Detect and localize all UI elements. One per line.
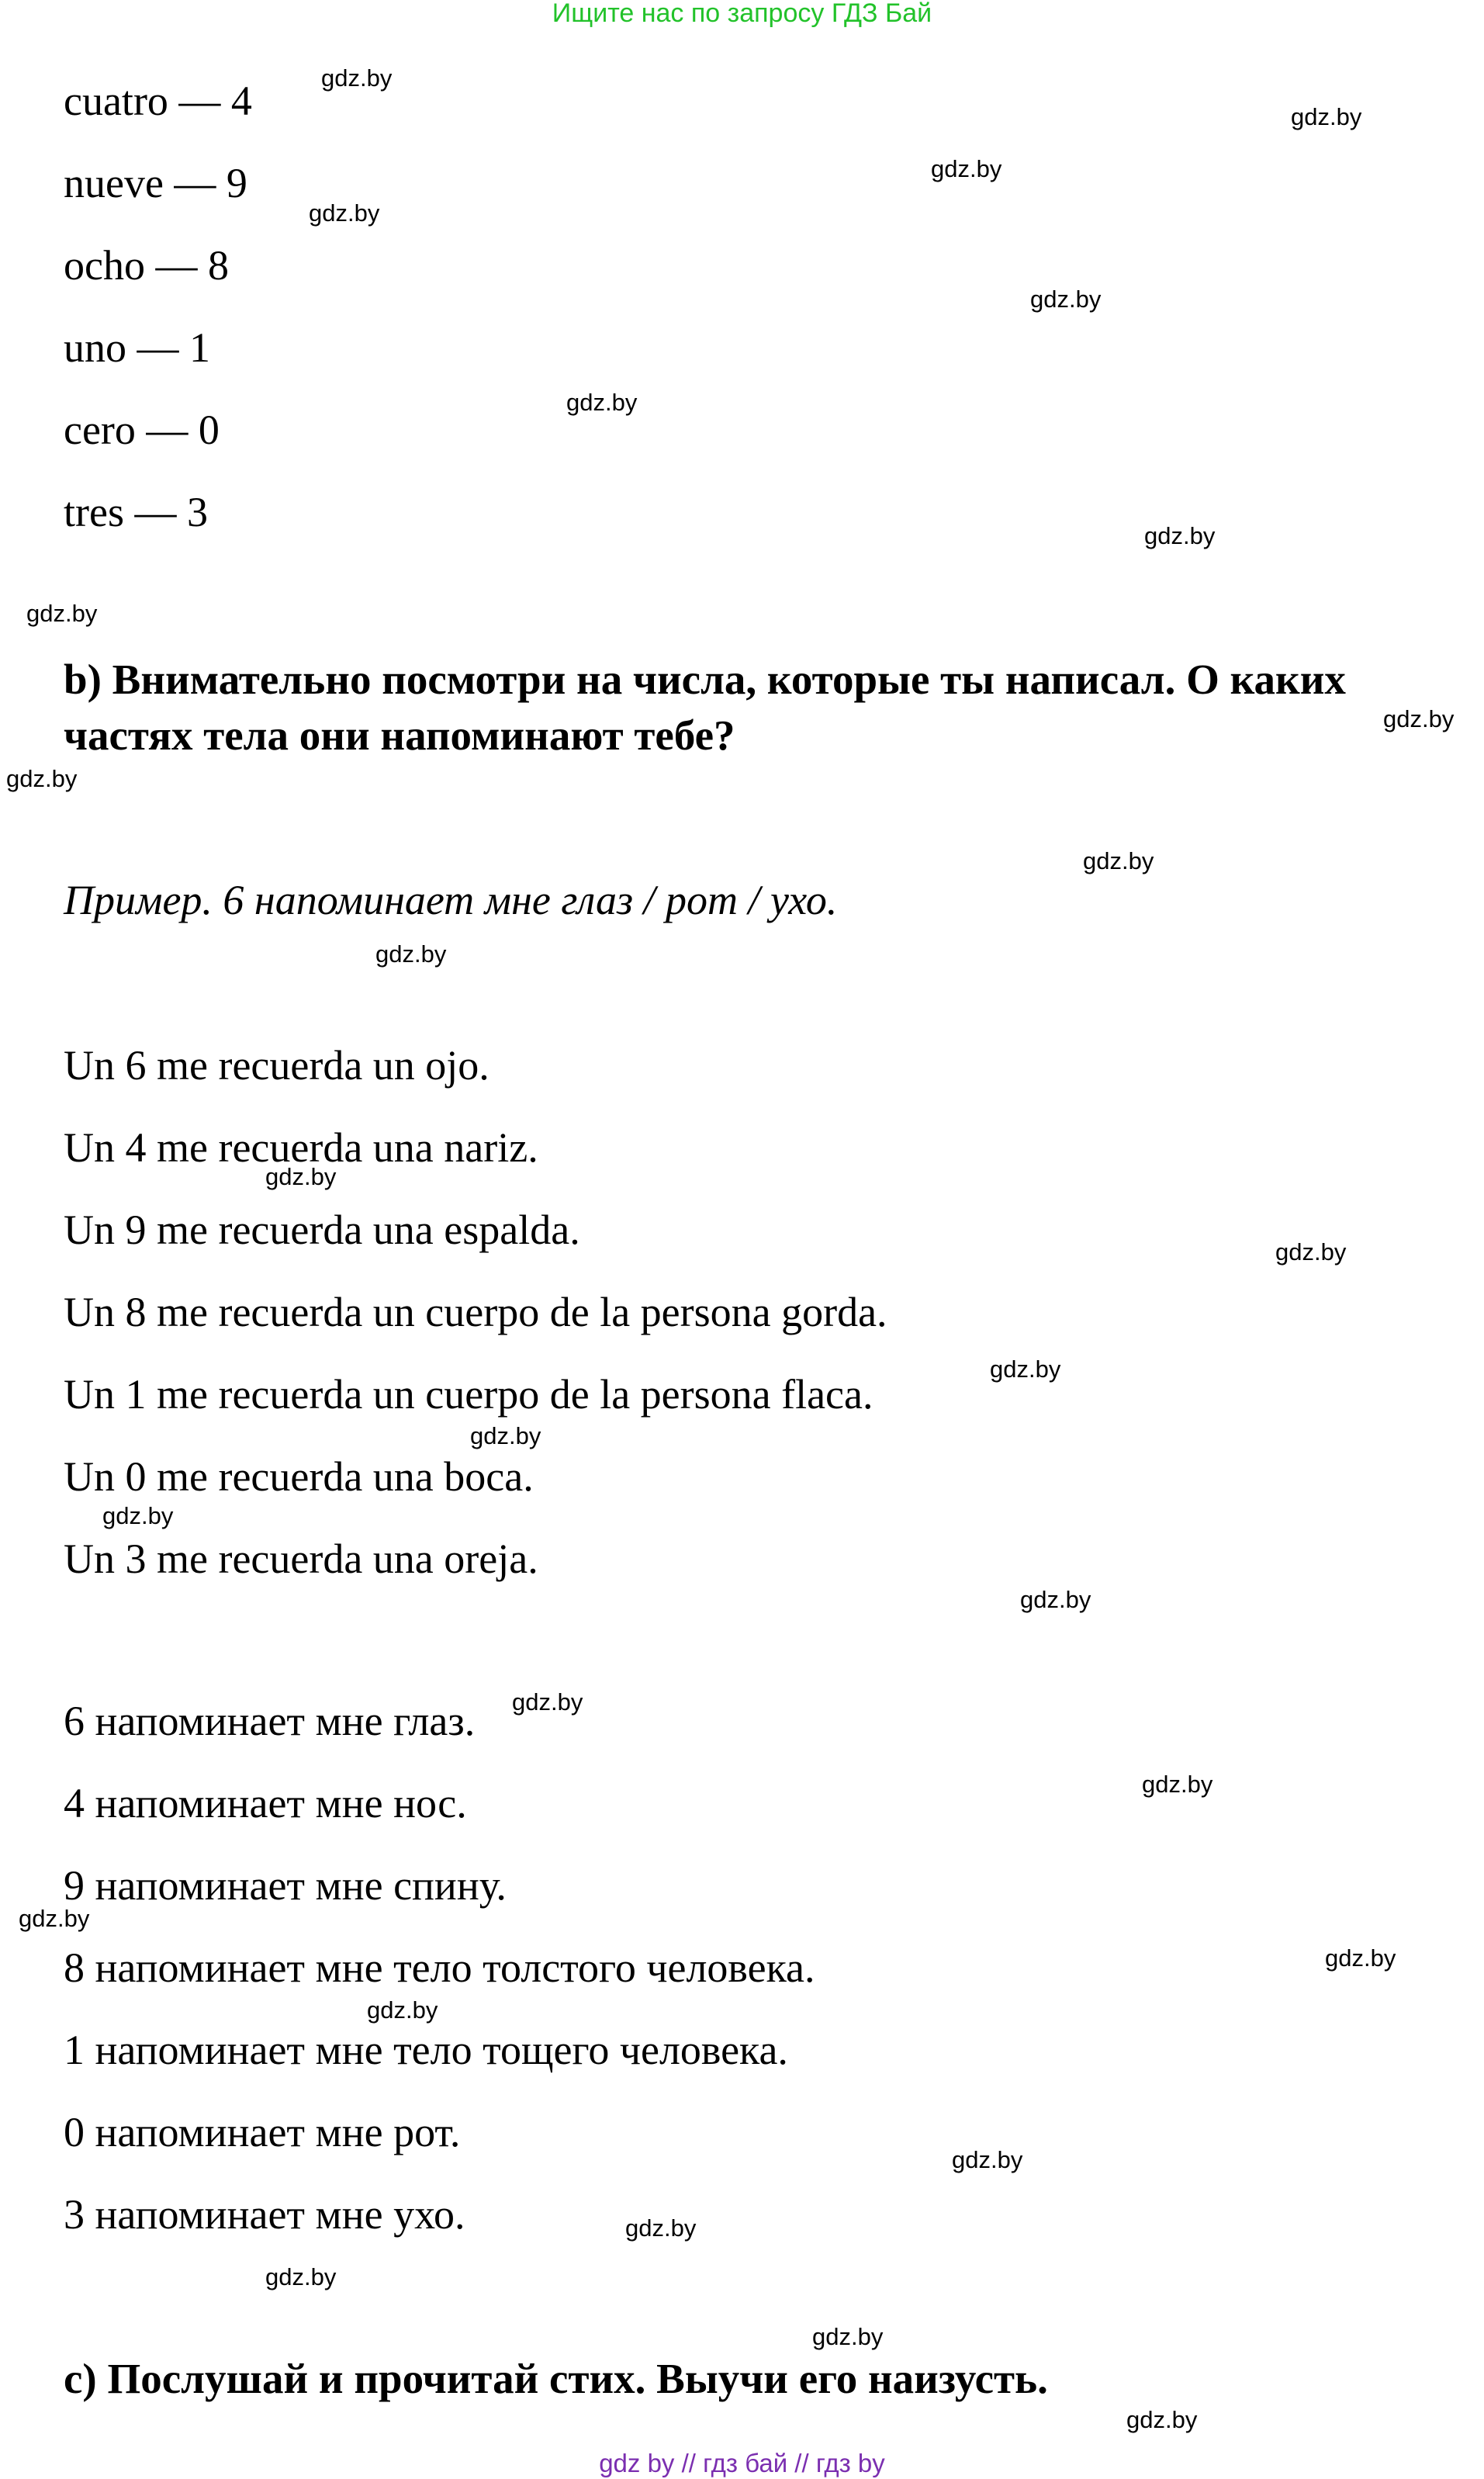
watermark: gdz.by: [265, 2263, 337, 2290]
watermark: gdz.by: [19, 1905, 90, 1932]
footer-links[interactable]: gdz by // гдз бай // гдз by: [599, 2449, 885, 2477]
watermark: gdz.by: [931, 155, 1002, 182]
watermark: gdz.by: [1383, 705, 1455, 732]
watermark: gdz.by: [566, 389, 638, 416]
watermark: gdz.by: [6, 765, 78, 792]
number-word-uno: uno — 1: [64, 324, 210, 371]
watermark: gdz.by: [1325, 1944, 1396, 1972]
watermark: gdz.by: [321, 64, 393, 92]
number-word-nueve: nueve — 9: [64, 160, 247, 206]
task-c-heading: c) Послушай и прочитай стих. Выучи его наизусть.: [64, 2355, 1048, 2402]
number-word-ocho: ocho — 8: [64, 242, 229, 289]
watermark: gdz.by: [952, 2146, 1023, 2173]
watermark: gdz.by: [1291, 103, 1362, 130]
watermark: gdz.by: [265, 1163, 337, 1190]
task-b-example: Пример. 6 напоминает мне глаз / рот / ухо.: [64, 877, 838, 923]
watermark: gdz.by: [1144, 522, 1216, 549]
watermark: gdz.by: [367, 1996, 438, 2024]
spanish-answer-4: Un 4 me recuerda una nariz.: [64, 1124, 538, 1171]
watermark: gdz.by: [625, 2214, 697, 2242]
watermark: gdz.by: [1030, 286, 1102, 313]
watermark: gdz.by: [1083, 847, 1154, 874]
number-word-cuatro: cuatro — 4: [64, 78, 252, 124]
spanish-answer-1: Un 1 me recuerda un cuerpo de la persona flaca.: [64, 1371, 873, 1418]
number-word-tres: tres — 3: [64, 489, 208, 535]
watermark: gdz.by: [1142, 1771, 1213, 1798]
spanish-answer-9: Un 9 me recuerda una espalda.: [64, 1207, 580, 1253]
watermark: gdz.by: [26, 600, 98, 627]
watermark: gdz.by: [309, 199, 380, 227]
watermark: gdz.by: [375, 940, 447, 968]
header-search-hint[interactable]: Ищите нас по запросу ГДЗ Бай: [552, 0, 932, 28]
russian-answer-0: 0 напоминает мне рот.: [64, 2109, 461, 2155]
spanish-answer-3: Un 3 me recuerda una oreja.: [64, 1536, 538, 1582]
russian-answer-1: 1 напоминает мне тело тощего человека.: [64, 2027, 788, 2073]
task-b-heading: b) Внимательно посмотри на числа, которые ты написал. О каких частях тела они напоминают тебе?: [64, 656, 1346, 759]
spanish-answer-8: Un 8 me recuerda un cuerpo de la persona gorda.: [64, 1289, 887, 1335]
watermark: gdz.by: [1020, 1586, 1091, 1613]
number-word-cero: cero — 0: [64, 407, 220, 453]
watermark: gdz.by: [1126, 2406, 1198, 2433]
russian-answer-8: 8 напоминает мне тело толстого человека.: [64, 1944, 815, 1991]
russian-answer-4: 4 напоминает мне нос.: [64, 1780, 467, 1826]
russian-answer-9: 9 напоминает мне спину.: [64, 1862, 507, 1909]
watermark: gdz.by: [812, 2323, 884, 2350]
spanish-answer-0: Un 0 me recuerda una boca.: [64, 1453, 534, 1500]
watermark: gdz.by: [102, 1502, 174, 1529]
russian-answer-6: 6 напоминает мне глаз.: [64, 1698, 476, 1744]
watermark: gdz.by: [990, 1355, 1061, 1383]
watermark: gdz.by: [470, 1422, 541, 1449]
russian-answer-3: 3 напоминает мне ухо.: [64, 2191, 465, 2238]
watermark: gdz.by: [512, 1688, 583, 1716]
watermark: gdz.by: [1275, 1238, 1347, 1265]
spanish-answer-6: Un 6 me recuerda un ojo.: [64, 1042, 489, 1089]
